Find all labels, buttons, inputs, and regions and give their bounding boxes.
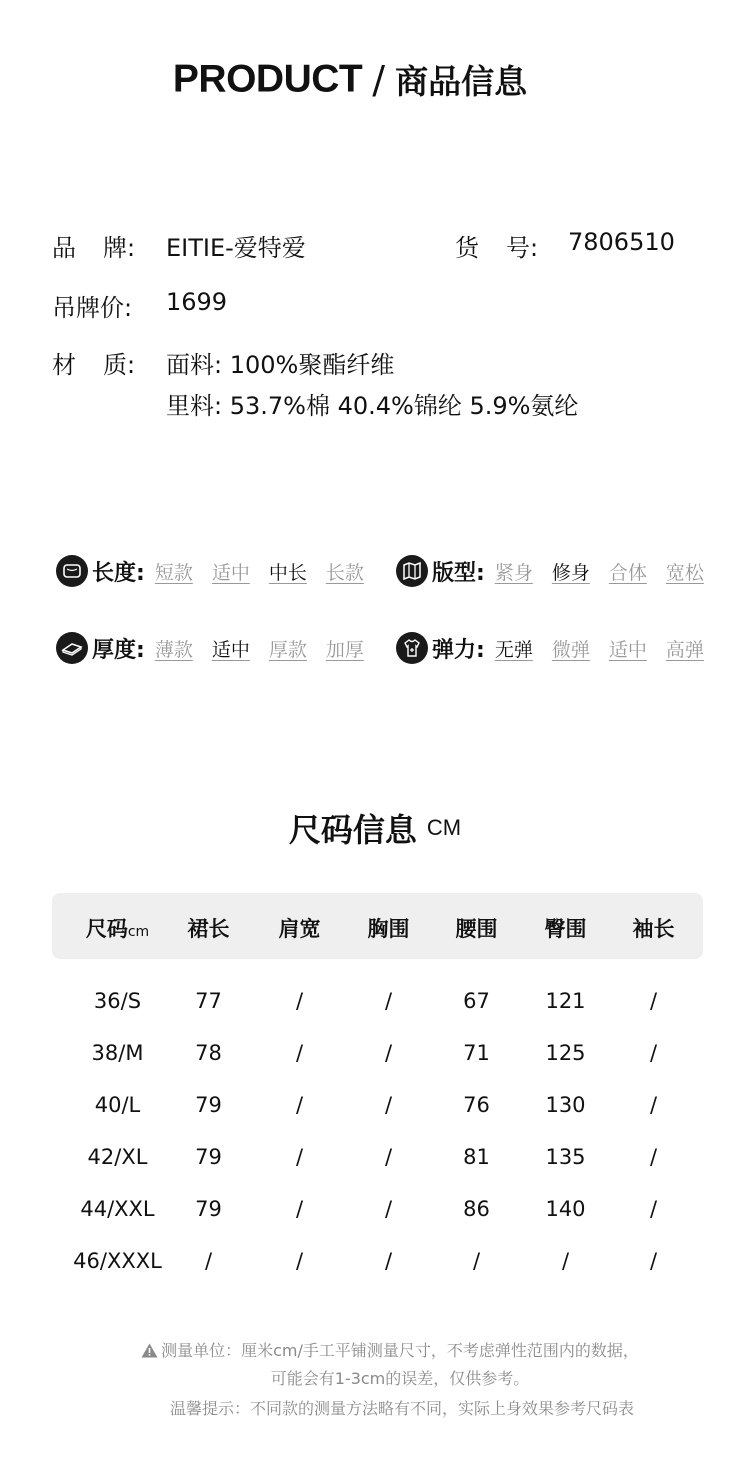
fit-icon [396,555,428,587]
table-cell: 71 [463,1041,490,1065]
table-cell: / [472,1249,481,1273]
table-cell: 67 [463,989,490,1013]
table-cell: 121 [545,989,586,1013]
header-sleeve: 袖长 [632,917,675,941]
table-cell: 135 [545,1145,586,1169]
table-cell: 125 [545,1041,586,1065]
table-cell: / [384,1249,393,1273]
lining-value: 里料: 53.7%棉 40.4%锦纶 5.9%氨纶 [166,392,579,420]
brand-label: 品牌 [52,234,127,262]
table-cell: / [649,1093,658,1117]
table-cell: 38/M [91,1041,144,1065]
header-separator: / [372,57,386,102]
header-waist: 腰围 [455,917,498,941]
length-option-short: 短款 [154,561,193,584]
table-cell: / [649,1249,658,1273]
thickness-option-medium: 适中 [211,638,250,661]
thickness-option-thin: 薄款 [154,638,193,661]
table-cell: 79 [195,1197,222,1221]
table-cell: / [384,989,393,1013]
table-cell: / [295,989,304,1013]
size-unit: CM [426,815,462,840]
table-cell: / [649,1145,658,1169]
table-row [52,1035,703,1075]
table-cell: / [204,1249,213,1273]
table-cell: 140 [545,1197,586,1221]
thickness-option-thick: 厚款 [268,638,307,661]
table-row [52,1191,703,1231]
size-table-header [52,893,703,959]
table-cell: 76 [463,1093,490,1117]
attr-thickness: 厚度: 薄款 适中 厚款 加厚 [56,628,364,668]
price-label: 吊牌价 [52,294,124,322]
price-row: 吊牌价: 1699 [52,288,228,322]
note-line-2: 可能会有1-3cm的误差，仅供参考。 [270,1369,530,1388]
table-cell: 79 [195,1145,222,1169]
note-line-3: 温馨提示：不同款的测量方法略有不同，实际上身效果参考尺码表 [169,1399,634,1418]
table-cell: / [384,1093,393,1117]
fit-option-loose: 宽松 [665,561,704,584]
fit-label: 版型 [432,560,477,586]
size-section-title [0,805,750,851]
header-shoulder: 肩宽 [278,917,321,941]
table-cell: / [649,1197,658,1221]
table-cell: 36/S [93,989,142,1013]
table-cell: 44/XXL [80,1197,155,1221]
fit-option-regular: 合体 [608,561,647,584]
header-title-en: PRODUCT [172,57,363,101]
brand-row: 品牌: EITIE-爱特爱 货号: 7806510 [52,228,675,262]
length-option-midi: 中长 [268,561,307,584]
table-cell: / [295,1041,304,1065]
table-cell: / [384,1197,393,1221]
table-row [52,1243,703,1283]
material-label: 材质 [52,351,127,379]
header-size-unit: cm [127,924,150,940]
fit-option-tight: 紧身 [494,561,533,584]
table-cell: 77 [195,989,222,1013]
fit-option-slim: 修身 [551,561,590,584]
size-title: 尺码信息 [288,811,417,849]
table-cell: / [384,1145,393,1169]
table-row [52,1139,703,1179]
length-icon [56,555,88,587]
elasticity-option-medium: 适中 [608,638,647,661]
page-header [0,56,700,103]
table-cell: 46/XXXL [73,1249,162,1273]
attr-elasticity: 弹力: 无弹 微弹 适中 高弹 [396,628,704,668]
header-title-cn: 商品信息 [395,62,528,101]
table-cell: 40/L [94,1093,141,1117]
attr-length: 长度: 短款 适中 中长 长款 [56,551,364,591]
elasticity-label: 弹力 [432,637,477,663]
brand-value: EITIE-爱特爱 [166,234,306,262]
header-skirt-length: 裙长 [187,917,230,941]
fabric-value: 面料: 100%聚酯纤维 [166,351,395,379]
table-cell: 130 [545,1093,586,1117]
length-label: 长度 [92,560,137,586]
note-line-1: 测量单位：厘米cm/手工平铺测量尺寸，不考虑弹性范围内的数据， [0,1338,750,1362]
table-cell: 81 [463,1145,490,1169]
table-row [52,983,703,1023]
item-number-label: 货号 [455,234,530,262]
table-cell: / [384,1041,393,1065]
thickness-option-extra-thick: 加厚 [325,638,364,661]
length-option-medium: 适中 [211,561,250,584]
table-cell: / [295,1197,304,1221]
header-hip: 臀围 [544,917,587,941]
elasticity-option-none: 无弹 [494,638,533,661]
thickness-icon [56,632,88,664]
elasticity-option-slight: 微弹 [551,638,590,661]
thickness-label: 厚度 [92,637,137,663]
header-chest: 胸围 [367,917,410,941]
header-size: 尺码cm [85,917,150,941]
table-cell: / [295,1093,304,1117]
table-cell: / [649,989,658,1013]
table-cell: / [295,1249,304,1273]
table-row [52,1087,703,1127]
elasticity-icon [396,632,428,664]
material-row: 材质: 面料: 100%聚酯纤维 [0,345,750,377]
table-cell: 42/XL [87,1145,148,1169]
price-value: 1699 [166,288,228,316]
lining-row [0,386,750,418]
elasticity-option-high: 高弹 [665,638,704,661]
item-number-value: 7806510 [568,228,675,256]
table-cell: 86 [463,1197,490,1221]
table-cell: / [561,1249,570,1273]
warning-icon [141,1343,158,1362]
attr-fit: 版型: 紧身 修身 合体 宽松 [396,551,704,591]
table-cell: 78 [195,1041,222,1065]
length-option-long: 长款 [325,561,364,584]
table-cell: / [649,1041,658,1065]
table-cell: 79 [195,1093,222,1117]
table-cell: / [295,1145,304,1169]
